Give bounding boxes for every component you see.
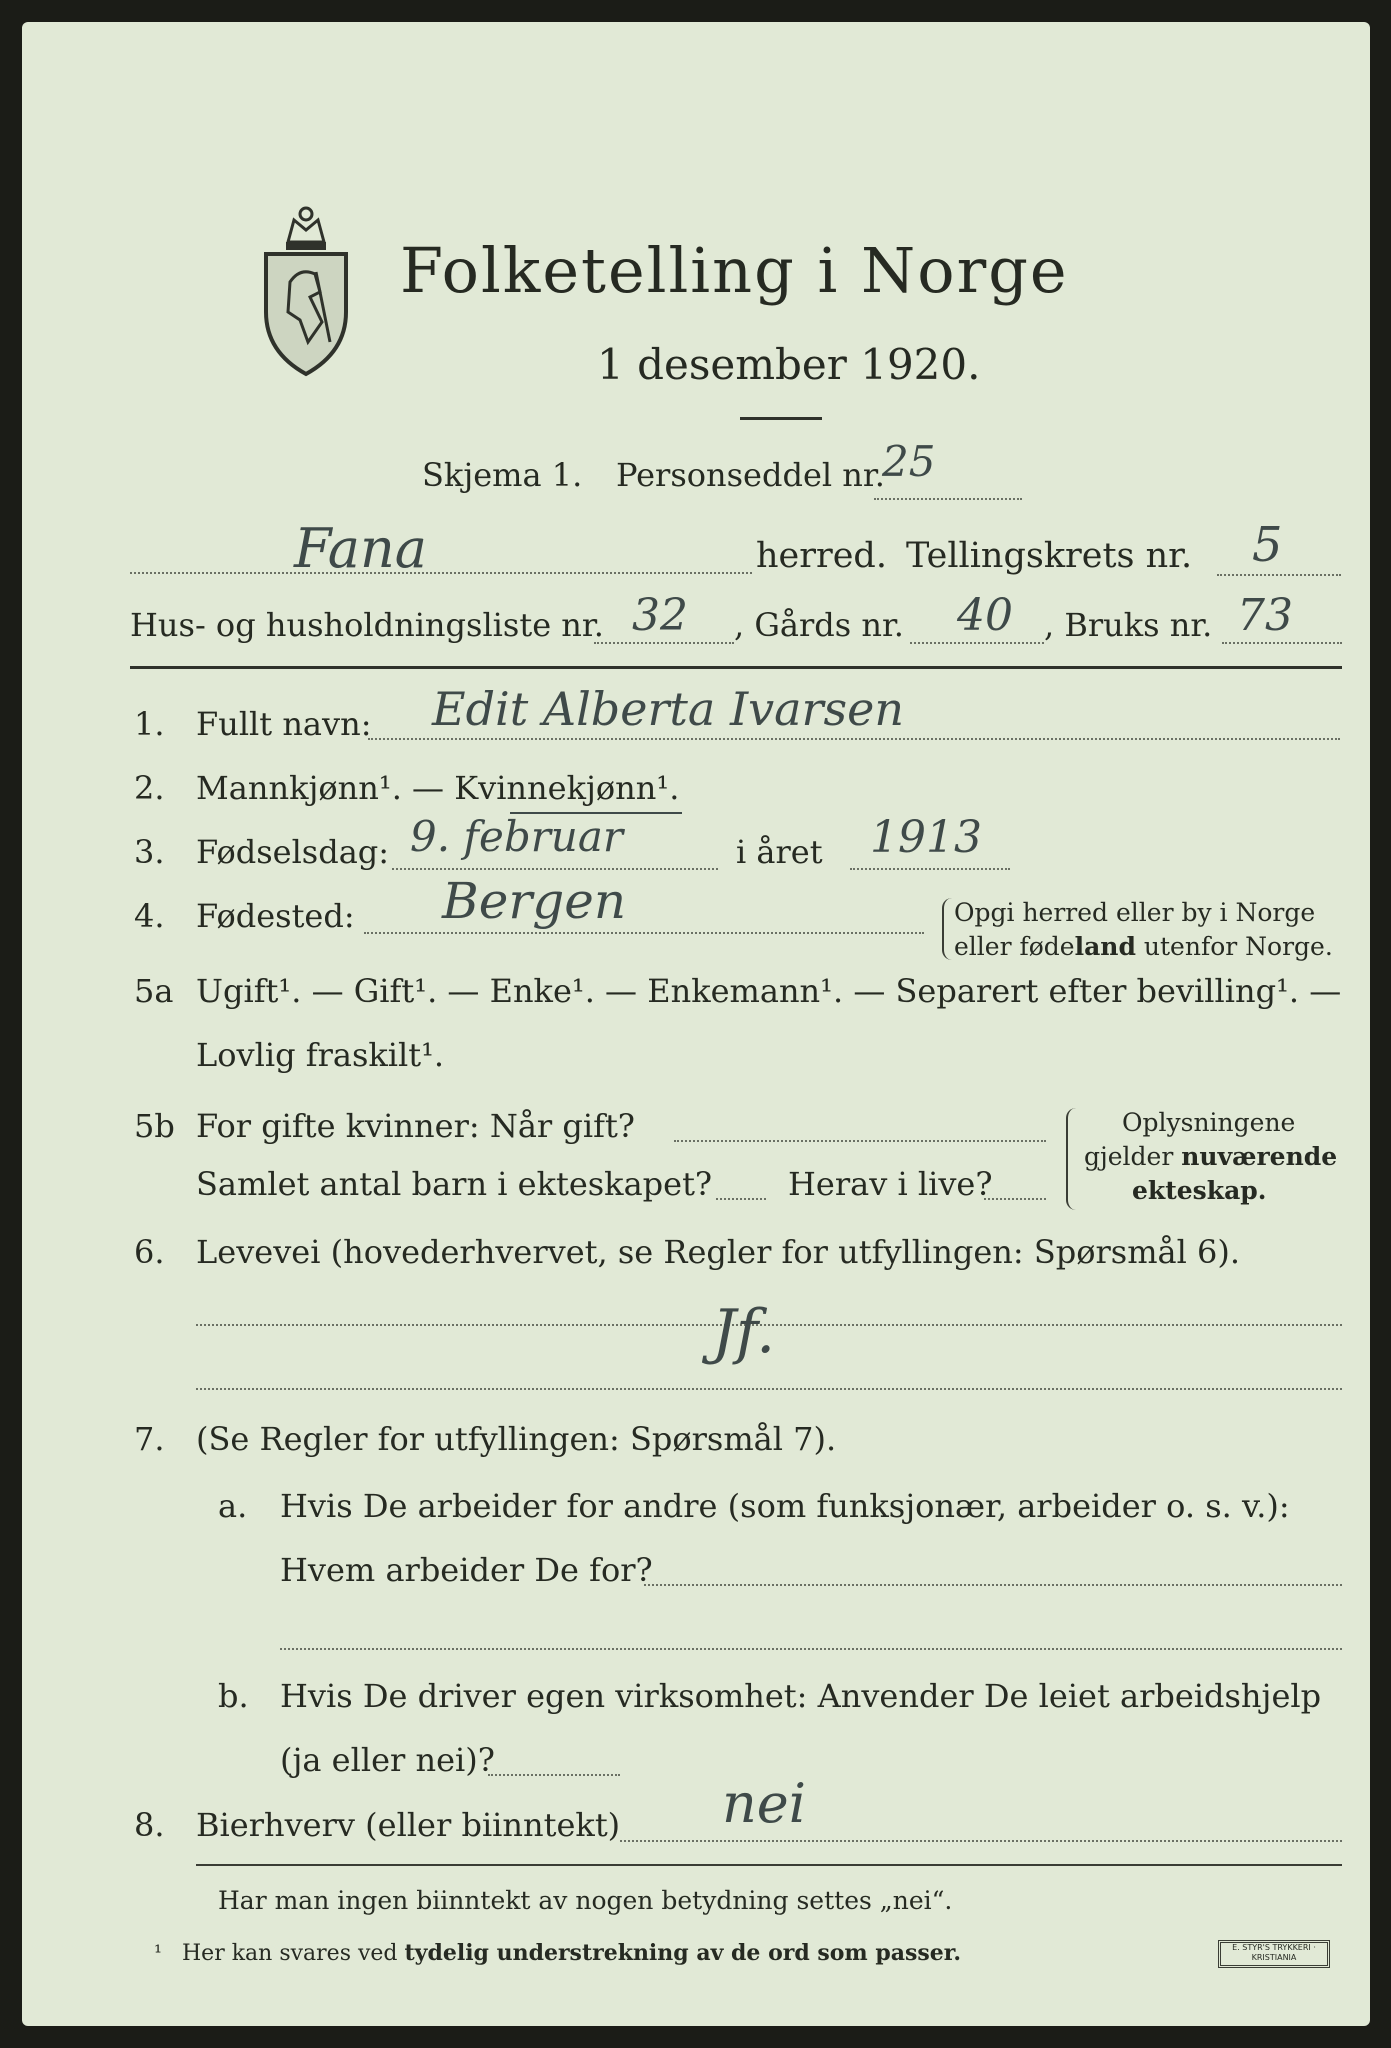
gards-value: 40 — [957, 590, 1013, 641]
q6-number: 6. — [134, 1233, 165, 1271]
herred-label: herred. — [756, 536, 887, 576]
tellingskrets-label: Tellingskrets nr. — [906, 536, 1193, 576]
q7a-letter: a. — [218, 1487, 248, 1525]
q2-number: 2. — [134, 769, 165, 807]
q8-number: 8. — [134, 1806, 165, 1844]
hus-label: Hus- og husholdningsliste nr. — [130, 606, 604, 644]
bottom-divider — [196, 1864, 1342, 1866]
hus-value: 32 — [632, 590, 688, 641]
printer-stamp: E. STYR'S TRYKKERI · KRISTIANIA — [1218, 1940, 1330, 1968]
q1-number: 1. — [134, 705, 165, 743]
children-count-label: Samlet antal barn i ekteskapet? — [196, 1165, 713, 1203]
q5a-number: 5a — [134, 972, 174, 1010]
personseddel-label: Personseddel nr. — [616, 456, 885, 494]
occupation-label: Levevei (hovederhvervet, se Regler for utfyllingen: Spørsmål 6). — [196, 1233, 1241, 1271]
q7a-question: Hvis De arbeider for andre (som funksjonær, arbeider o. s. v.): — [280, 1487, 1290, 1525]
occupation-value: Jf. — [712, 1297, 776, 1367]
gards-label: , Gårds nr. — [734, 606, 904, 644]
marriage-note-line2: gjelder nuværende — [1084, 1142, 1338, 1171]
q7-number: 7. — [134, 1420, 165, 1458]
bruks-label: , Bruks nr. — [1044, 606, 1213, 644]
q3-number: 3. — [134, 833, 165, 871]
q4-number: 4. — [134, 897, 165, 935]
marriage-note-line3: ekteskap. — [1132, 1176, 1267, 1205]
q5b-number: 5b — [134, 1107, 175, 1145]
side-income-label: Bierhverv (eller biinntekt) — [196, 1806, 621, 1844]
married-when-label: For gifte kvinner: Når gift? — [196, 1107, 635, 1145]
footnote-text: Her kan svares ved tydelig understrekning av de ord som passer. — [182, 1940, 962, 1966]
birthday-value: 9. februar — [410, 812, 623, 861]
side-income-note: Har man ingen biinntekt av nogen betydning settes „nei“. — [218, 1886, 953, 1915]
census-form-sheet — [22, 22, 1370, 2026]
birthplace-value: Bergen — [442, 872, 627, 930]
q7b-letter: b. — [218, 1677, 249, 1715]
employer-label: Hvem arbeider De for? — [280, 1551, 653, 1589]
marital-status-options-cont: Lovlig fraskilt¹. — [196, 1036, 445, 1074]
marriage-note-line1: Oplysningene — [1122, 1108, 1296, 1137]
q7-label: (Se Regler for utfyllingen: Spørsmål 7). — [196, 1420, 837, 1458]
bruks-value: 73 — [1237, 590, 1293, 641]
full-name-value: Edit Alberta Ivarsen — [432, 682, 904, 736]
marital-status-options: Ugift¹. — Gift¹. — Enke¹. — Enkemann¹. — Separert efter bevilling¹. — — [196, 972, 1342, 1010]
schema-label: Skjema 1. — [422, 456, 583, 494]
gender-options: Mannkjønn¹. — Kvinnekjønn¹. — [196, 769, 680, 807]
coat-of-arms-icon — [260, 202, 352, 377]
q3-label: Fødselsdag: — [196, 833, 390, 871]
q7b-question: Hvis De driver egen virksomhet: Anvender De leiet arbeidshjelp — [280, 1677, 1322, 1715]
personseddel-value: 25 — [882, 437, 936, 486]
side-income-value: nei — [722, 1772, 807, 1835]
q4-label: Fødested: — [196, 897, 355, 935]
section-divider — [130, 666, 1342, 669]
footnote-mark: ¹ — [154, 1940, 163, 1964]
census-date: 1 desember 1920. — [597, 340, 981, 389]
children-alive-label: Herav i live? — [788, 1165, 993, 1203]
birth-year-value: 1913 — [870, 812, 982, 863]
q1-label: Fullt navn: — [196, 705, 372, 743]
birthplace-note-line2: eller fødeland utenfor Norge. — [954, 932, 1333, 961]
year-label: i året — [736, 833, 823, 871]
hired-help-label: (ja eller nei)? — [280, 1741, 495, 1779]
herred-value: Fana — [294, 517, 427, 580]
title-divider — [740, 417, 822, 420]
form-title: Folketelling i Norge — [400, 234, 1069, 307]
tellingskrets-value: 5 — [1252, 517, 1283, 573]
birthplace-note-line1: Opgi herred eller by i Norge — [954, 898, 1316, 927]
